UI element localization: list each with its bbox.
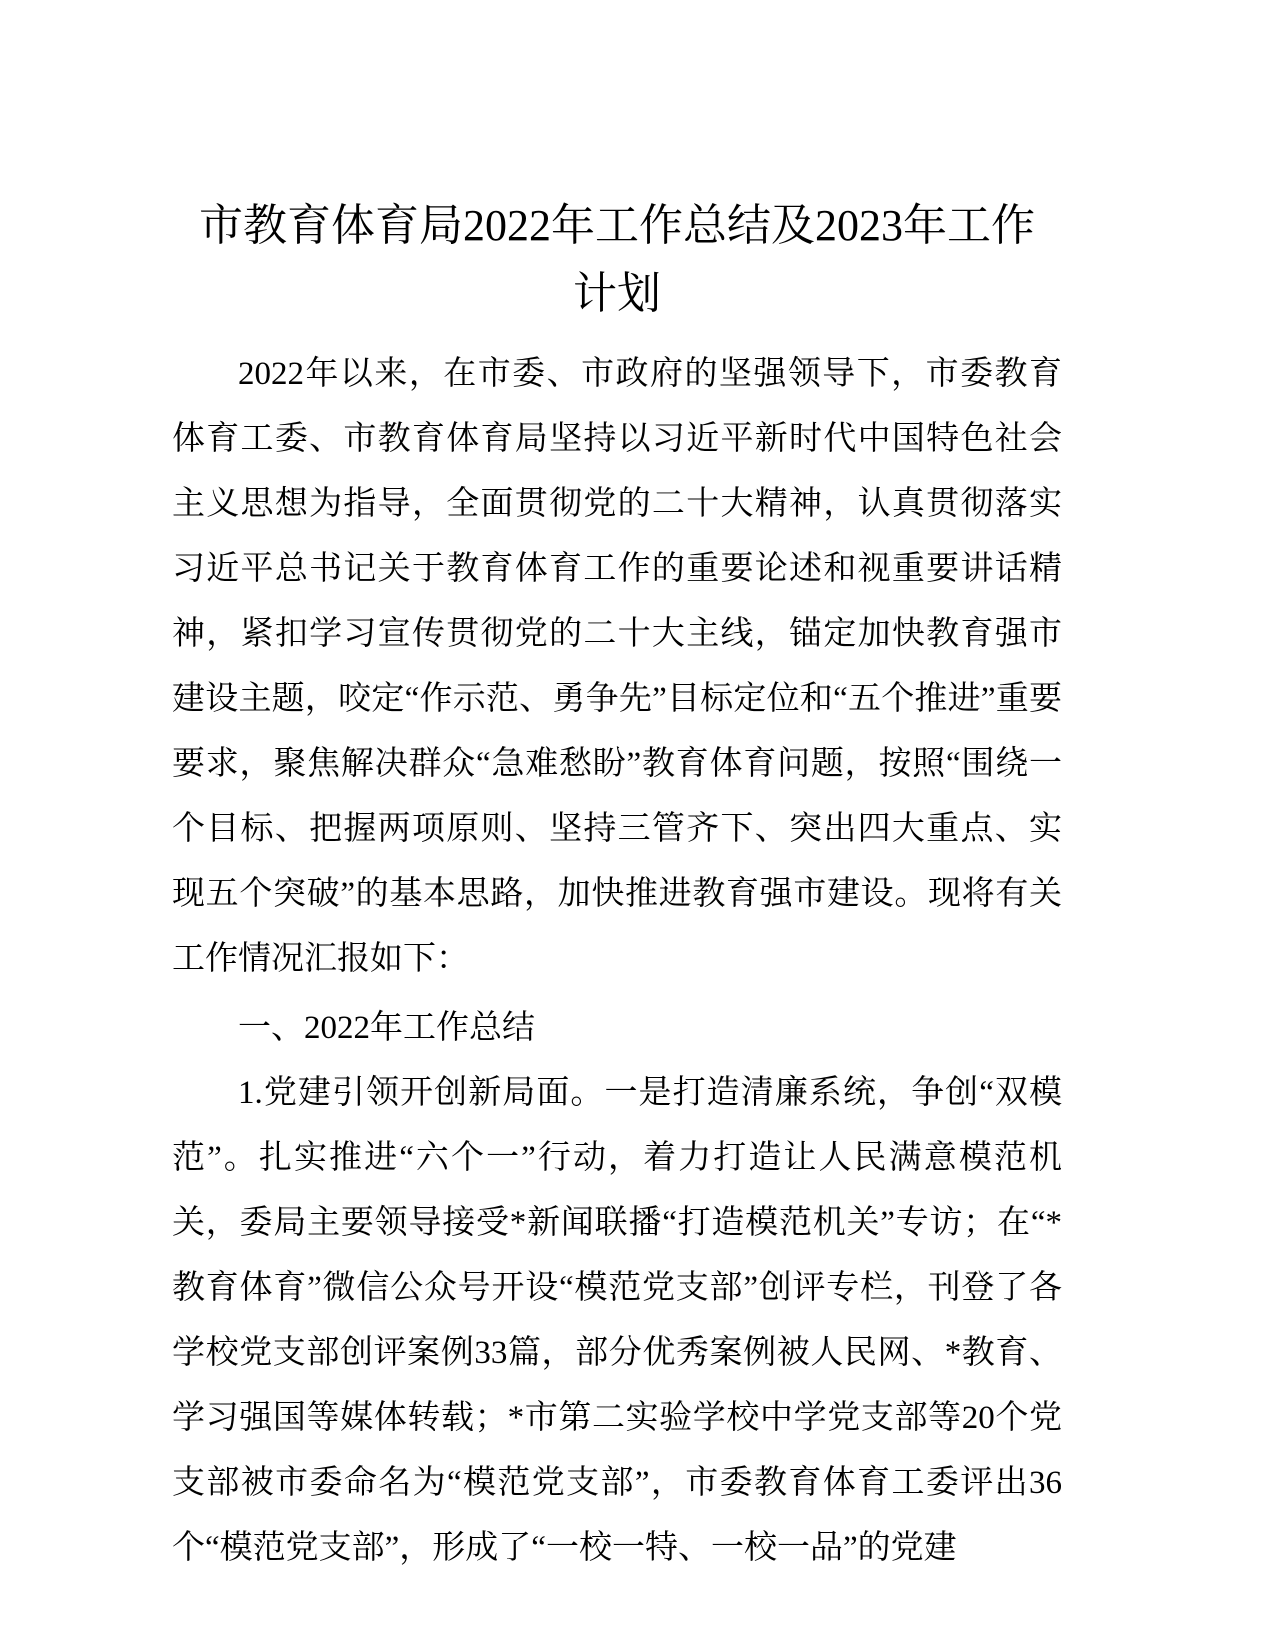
document-title: 市教育体育局2022年工作总结及2023年工作计划 (199, 201, 1035, 318)
intro-paragraph: 2022年以来，在市委、市政府的坚强领导下，市委教育体育工委、市教育体育局坚持以习近平新时代中国特色社会主义思想为指导，全面贯彻党的二十大精神，认真贯彻落实习近平总书记关于教育体育工作的重要论述和视重要讲话精神，紧扣学习宣传贯彻党的二十大主线，锚定加快教育强市建设主题，咬定“作示范、勇争先”目标定位和“五个推进”重要要求，聚焦解决群众“急难愁盼”教育体育问题，按照“围绕一个目标、把握两项原则、坚持三管齐下、突出四大重点、实现五个突破”的基本思路，加快推进教育强市建设。现将有关工作情况汇报如下： (172, 356, 1062, 977)
body-paragraph-party-building: 1.党建引领开创新局面。一是打造清廉系统，争创“双模范”。扎实推进“六个一”行动，着力打造让人民满意模范机关，委局主要领导接受*新闻联播“打造模范机关”专访；在“*教育体育”微信公众号开设“模范党支部”创评专栏，刊登了各学校党支部创评案例33篇，部分优秀案例被人民网、*教育、学习强国等媒体转载；*市第二实验学校中学党支部等20个党支部被市委命名为“模范党支部”，市委教育体育工委评出36个“模范党支部”，形成了“一校一特、一校一品”的党建 (172, 1075, 1062, 1566)
section-heading-2022-summary: 一、2022年工作总结 (238, 1010, 535, 1046)
